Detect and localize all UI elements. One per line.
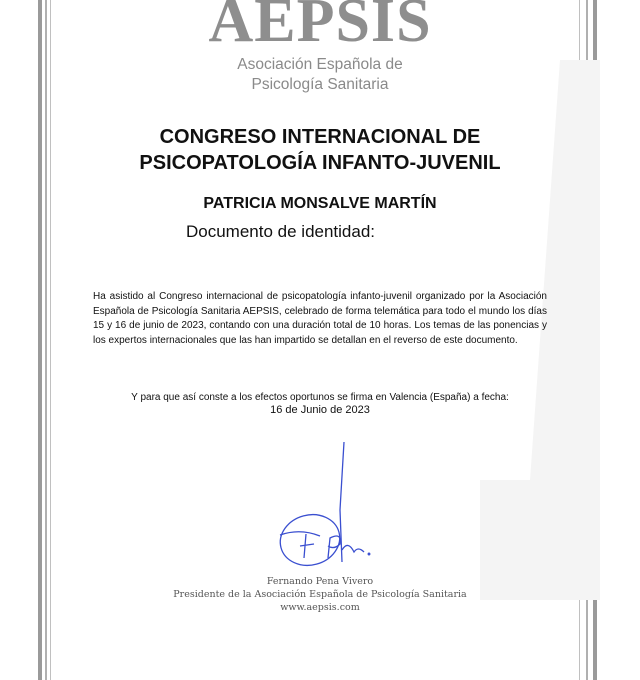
- signer-role: Presidente de la Asociación Española de Psicología Sanitaria: [173, 589, 467, 600]
- aepsis-logo: AEPSIS: [208, 0, 432, 55]
- website-link[interactable]: www.aepsis.com: [280, 602, 360, 613]
- signer-name: Fernando Pena Vivero: [266, 576, 374, 587]
- title-line-2: PSICOPATOLOGÍA INFANTO-JUVENIL: [139, 152, 501, 174]
- certificate-title: [0, 124, 640, 176]
- closing-text: Y para que así conste a los efectos oportunos se firma en Valencia (España) a fecha:: [131, 392, 509, 403]
- certificate-body: Ha asistido al Congreso internacional de psicopatología infanto-juvenil organizado por la Asociación Española de Psicología Sanitaria AEPSIS, celebrado de forma telemática para todo el mundo los días 15 y 16 de junio de 2023, contando con una duración total de 10 horas. Los temas de las ponencias y los expertos internacionales que las han impartido se detallan en el reverso de este documento.: [93, 291, 547, 346]
- closing-date: 16 de Junio de 2023: [270, 404, 370, 416]
- logo-subtitle-1: Asociación Española de: [237, 56, 403, 73]
- title-line-1: CONGRESO INTERNACIONAL DE: [159, 126, 481, 148]
- recipient-name: PATRICIA MONSALVE MARTÍN: [203, 195, 437, 212]
- signature-icon: [270, 440, 380, 575]
- id-document-label: Documento de identidad:: [186, 222, 376, 241]
- logo-subtitle-2: Psicología Sanitaria: [251, 76, 389, 93]
